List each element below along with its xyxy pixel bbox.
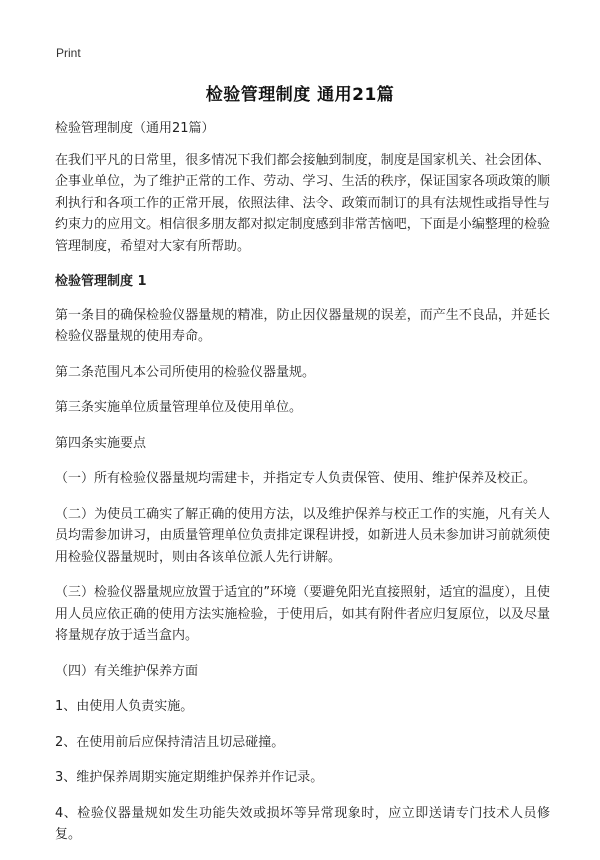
paragraph-item-4: 4、检验仪器量规如发生功能失效或损坏等异常现象时，应立即送请专门技术人员修复。 bbox=[55, 805, 550, 842]
paragraph-point-2: （二）为使员工确实了解正确的使用方法，以及维护保养与校正工作的实施，凡有关人员均需参加讲习，由质量管理单位负责排定课程讲授，如新进人员未参加讲习前就须使用检验仪器量规时，则由各该单位派人先行讲解。 bbox=[55, 506, 550, 565]
paragraph-point-1: （一）所有检验仪器量规均需建卡，并指定专人负责保管、使用、维护保养及校正。 bbox=[55, 471, 537, 486]
paragraph-article-2: 第二条范围凡本公司所使用的检验仪器量规。 bbox=[55, 364, 316, 380]
intro-paragraph: 在我们平凡的日常里，很多情况下我们都会接触到制度，制度是国家机关、社会团体、企事业单位，为了维护正常的工作、劳动、学习、生活的秩序，保证国家各项政策的顺利执行和各项工作的正常开展，依照法律、法令、政策而制订的具有法规性或指导性与约束力的应用文。相信很多朋友都对拟定制度感到非常苦恼吧，下面是小编整理的检验管理制度，希望对大家有所帮助。 bbox=[55, 152, 550, 254]
paragraph-item-2: 2、在使用前后应保持清洁且切忌碰撞。 bbox=[55, 734, 285, 750]
paragraph-article-1: 第一条目的确保检验仪器量规的精准，防止因仪器量规的误差，而产生不良品，并延长检验仪器量规的使用寿命。 bbox=[55, 307, 550, 344]
document-title: 检验管理制度 通用21篇 bbox=[205, 85, 395, 105]
document-subtitle: 检验管理制度（通用21篇） bbox=[55, 121, 215, 136]
section-heading: 检验管理制度 1 bbox=[55, 274, 147, 289]
paragraph-article-4: 第四条实施要点 bbox=[55, 435, 147, 451]
print-link[interactable]: Print bbox=[56, 46, 81, 60]
paragraph-article-3: 第三条实施单位质量管理单位及使用单位。 bbox=[55, 400, 303, 415]
paragraph-item-3: 3、维护保养周期实施定期维护保养并作记录。 bbox=[55, 770, 324, 785]
paragraph-point-4: （四）有关维护保养方面 bbox=[55, 663, 199, 679]
paragraph-item-1: 1、由使用人负责实施。 bbox=[55, 699, 194, 714]
document-body bbox=[55, 118, 550, 860]
paragraph-point-3: （三）检验仪器量规应放置于适宜的”环境（要避免阳光直接照射，适宜的温度），且使用人员应依正确的使用方法实施检验，于使用后，如其有附件者应归复原位，以及尽量将量规存放于适当盒内。 bbox=[55, 585, 550, 643]
